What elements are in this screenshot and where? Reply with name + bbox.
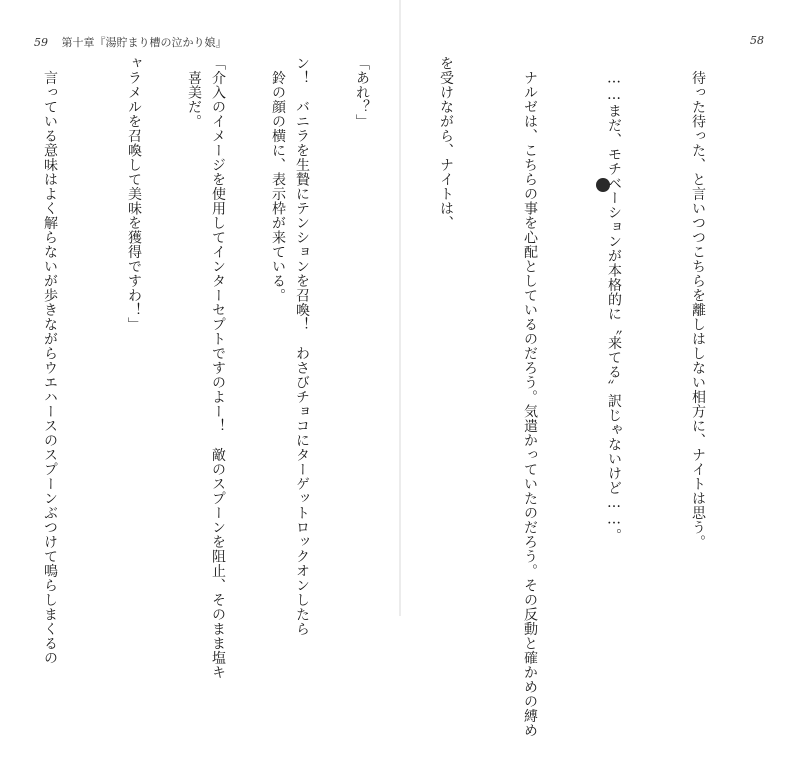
text-line: ……まだ、モチベーションが本格的に〝来てる〟訳じゃないけど……。 — [606, 56, 622, 543]
text-line: 鈴の顔の横に、表示枠が来ている。 — [270, 56, 286, 303]
left-page-number: 59 — [34, 36, 48, 49]
text-line: 「あれ？」 — [354, 56, 370, 129]
text-line: を受けながら、ナイトは、 — [438, 56, 454, 230]
running-head-title: 第十章『湯貯まり槽の泣かり娘』 — [61, 36, 227, 49]
text-line: ャラメルを召喚して美味を獲得ですわ！」 — [126, 56, 142, 332]
text-line: 喜美だ。 — [186, 56, 202, 129]
text-line: 言っている意味はよく解らないが歩きながらウエハースのスプーンぶつけて鳴らしまくるの — [42, 56, 58, 665]
text-line: 待った待った、と言いつつこちらを離しはしない相方に、ナイトは思う。 — [690, 56, 706, 549]
right-running-header — [750, 34, 774, 47]
text-line: 「介入のイメージを使用してインターセプトですのよー！ 敵のスプーンを阻止、そのまま塩キ — [210, 56, 226, 680]
left-running-header — [34, 34, 227, 50]
text-line: ナルゼは、こちらの事を心配としているのだろう。気遣かっていたのだろう。その反動と確かめの縛め — [522, 56, 538, 738]
text-line: ン！ バニラを生贄にテンションを召喚！ わさびチョコにターゲットロックオンしたら — [294, 56, 310, 636]
right-page-number: 58 — [750, 34, 764, 47]
